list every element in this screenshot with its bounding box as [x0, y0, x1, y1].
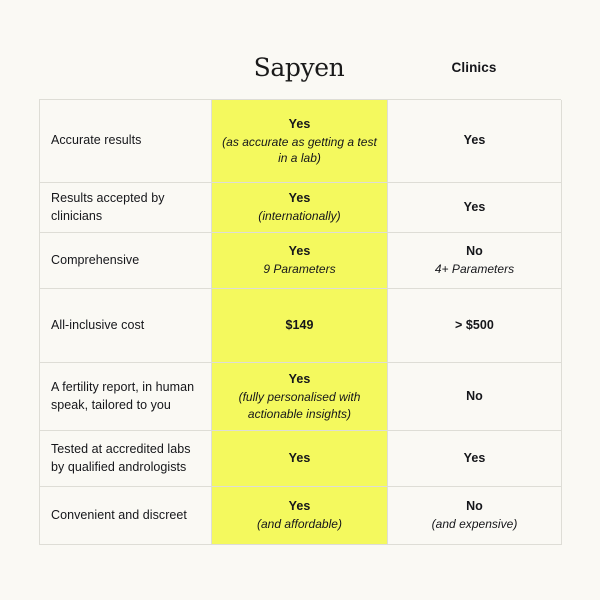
feature-label: All-inclusive cost: [51, 317, 145, 332]
table-row: [40, 100, 561, 183]
table-row: [40, 487, 561, 545]
clinics-value: Yes: [463, 199, 486, 214]
clinics-value-cell: [388, 363, 562, 431]
clinics-column-header: [387, 60, 561, 75]
brand-value-cell: [212, 487, 388, 545]
feature-label: Results accepted by clinicians: [51, 190, 165, 223]
clinics-value-cell: [388, 487, 562, 545]
brand-value: Yes: [288, 191, 311, 206]
clinics-value-cell: [388, 183, 562, 233]
feature-label: Comprehensive: [51, 252, 140, 267]
table-row: [40, 183, 561, 233]
clinics-value: No: [466, 499, 483, 514]
brand-value-cell: [212, 289, 388, 363]
clinics-value: Yes: [463, 133, 486, 148]
brand-value-cell: [212, 100, 388, 183]
table-row: [40, 363, 561, 431]
table-row: [40, 431, 561, 487]
feature-label: Accurate results: [51, 133, 142, 148]
brand-value: Yes: [288, 244, 311, 259]
clinics-column-label: Clinics: [451, 59, 497, 75]
table-header: [39, 44, 561, 90]
feature-label: Convenient and discreet: [51, 507, 187, 522]
brand-value: Yes: [288, 499, 311, 514]
clinics-value-note: 4+ Parameters: [434, 262, 515, 277]
brand-value-cell: [212, 363, 388, 431]
brand-column-header: [211, 52, 387, 82]
table-row: [40, 233, 561, 289]
brand-value: Yes: [288, 372, 311, 387]
brand-value: Yes: [288, 450, 311, 465]
brand-value-cell: [212, 233, 388, 289]
comparison-table: [39, 99, 561, 545]
brand-value-note: (and affordable): [256, 517, 343, 532]
feature-label: A fertility report, in human speak, tailored to you: [51, 379, 195, 412]
feature-cell: [40, 233, 212, 289]
feature-cell: [40, 289, 212, 363]
brand-value-note: 9 Parameters: [263, 262, 336, 277]
feature-cell: [40, 487, 212, 545]
brand-value: Yes: [288, 116, 311, 131]
table-row: [40, 289, 561, 363]
feature-cell: [40, 363, 212, 431]
brand-logo-wordmark: Sapyen: [253, 52, 345, 82]
brand-value-note: (internationally): [258, 209, 341, 224]
clinics-value: Yes: [463, 450, 486, 465]
clinics-value: > $500: [455, 317, 494, 332]
brand-value: $149: [285, 317, 314, 332]
brand-value-note: (as accurate as getting a test in a lab): [222, 134, 377, 166]
clinics-value-cell: [388, 233, 562, 289]
clinics-value-cell: [388, 289, 562, 363]
clinics-value-cell: [388, 431, 562, 487]
feature-cell: [40, 183, 212, 233]
brand-value-note: (fully personalised with actionable insights): [238, 390, 361, 421]
brand-value-cell: [212, 183, 388, 233]
brand-value-cell: [212, 431, 388, 487]
feature-cell: [40, 100, 212, 183]
clinics-value-cell: [388, 100, 562, 183]
clinics-value-note: (and expensive): [431, 517, 518, 532]
feature-cell: [40, 431, 212, 487]
clinics-value: No: [466, 388, 483, 403]
feature-label: Tested at accredited labs by qualified andrologists: [51, 441, 191, 474]
clinics-value: No: [466, 244, 483, 259]
